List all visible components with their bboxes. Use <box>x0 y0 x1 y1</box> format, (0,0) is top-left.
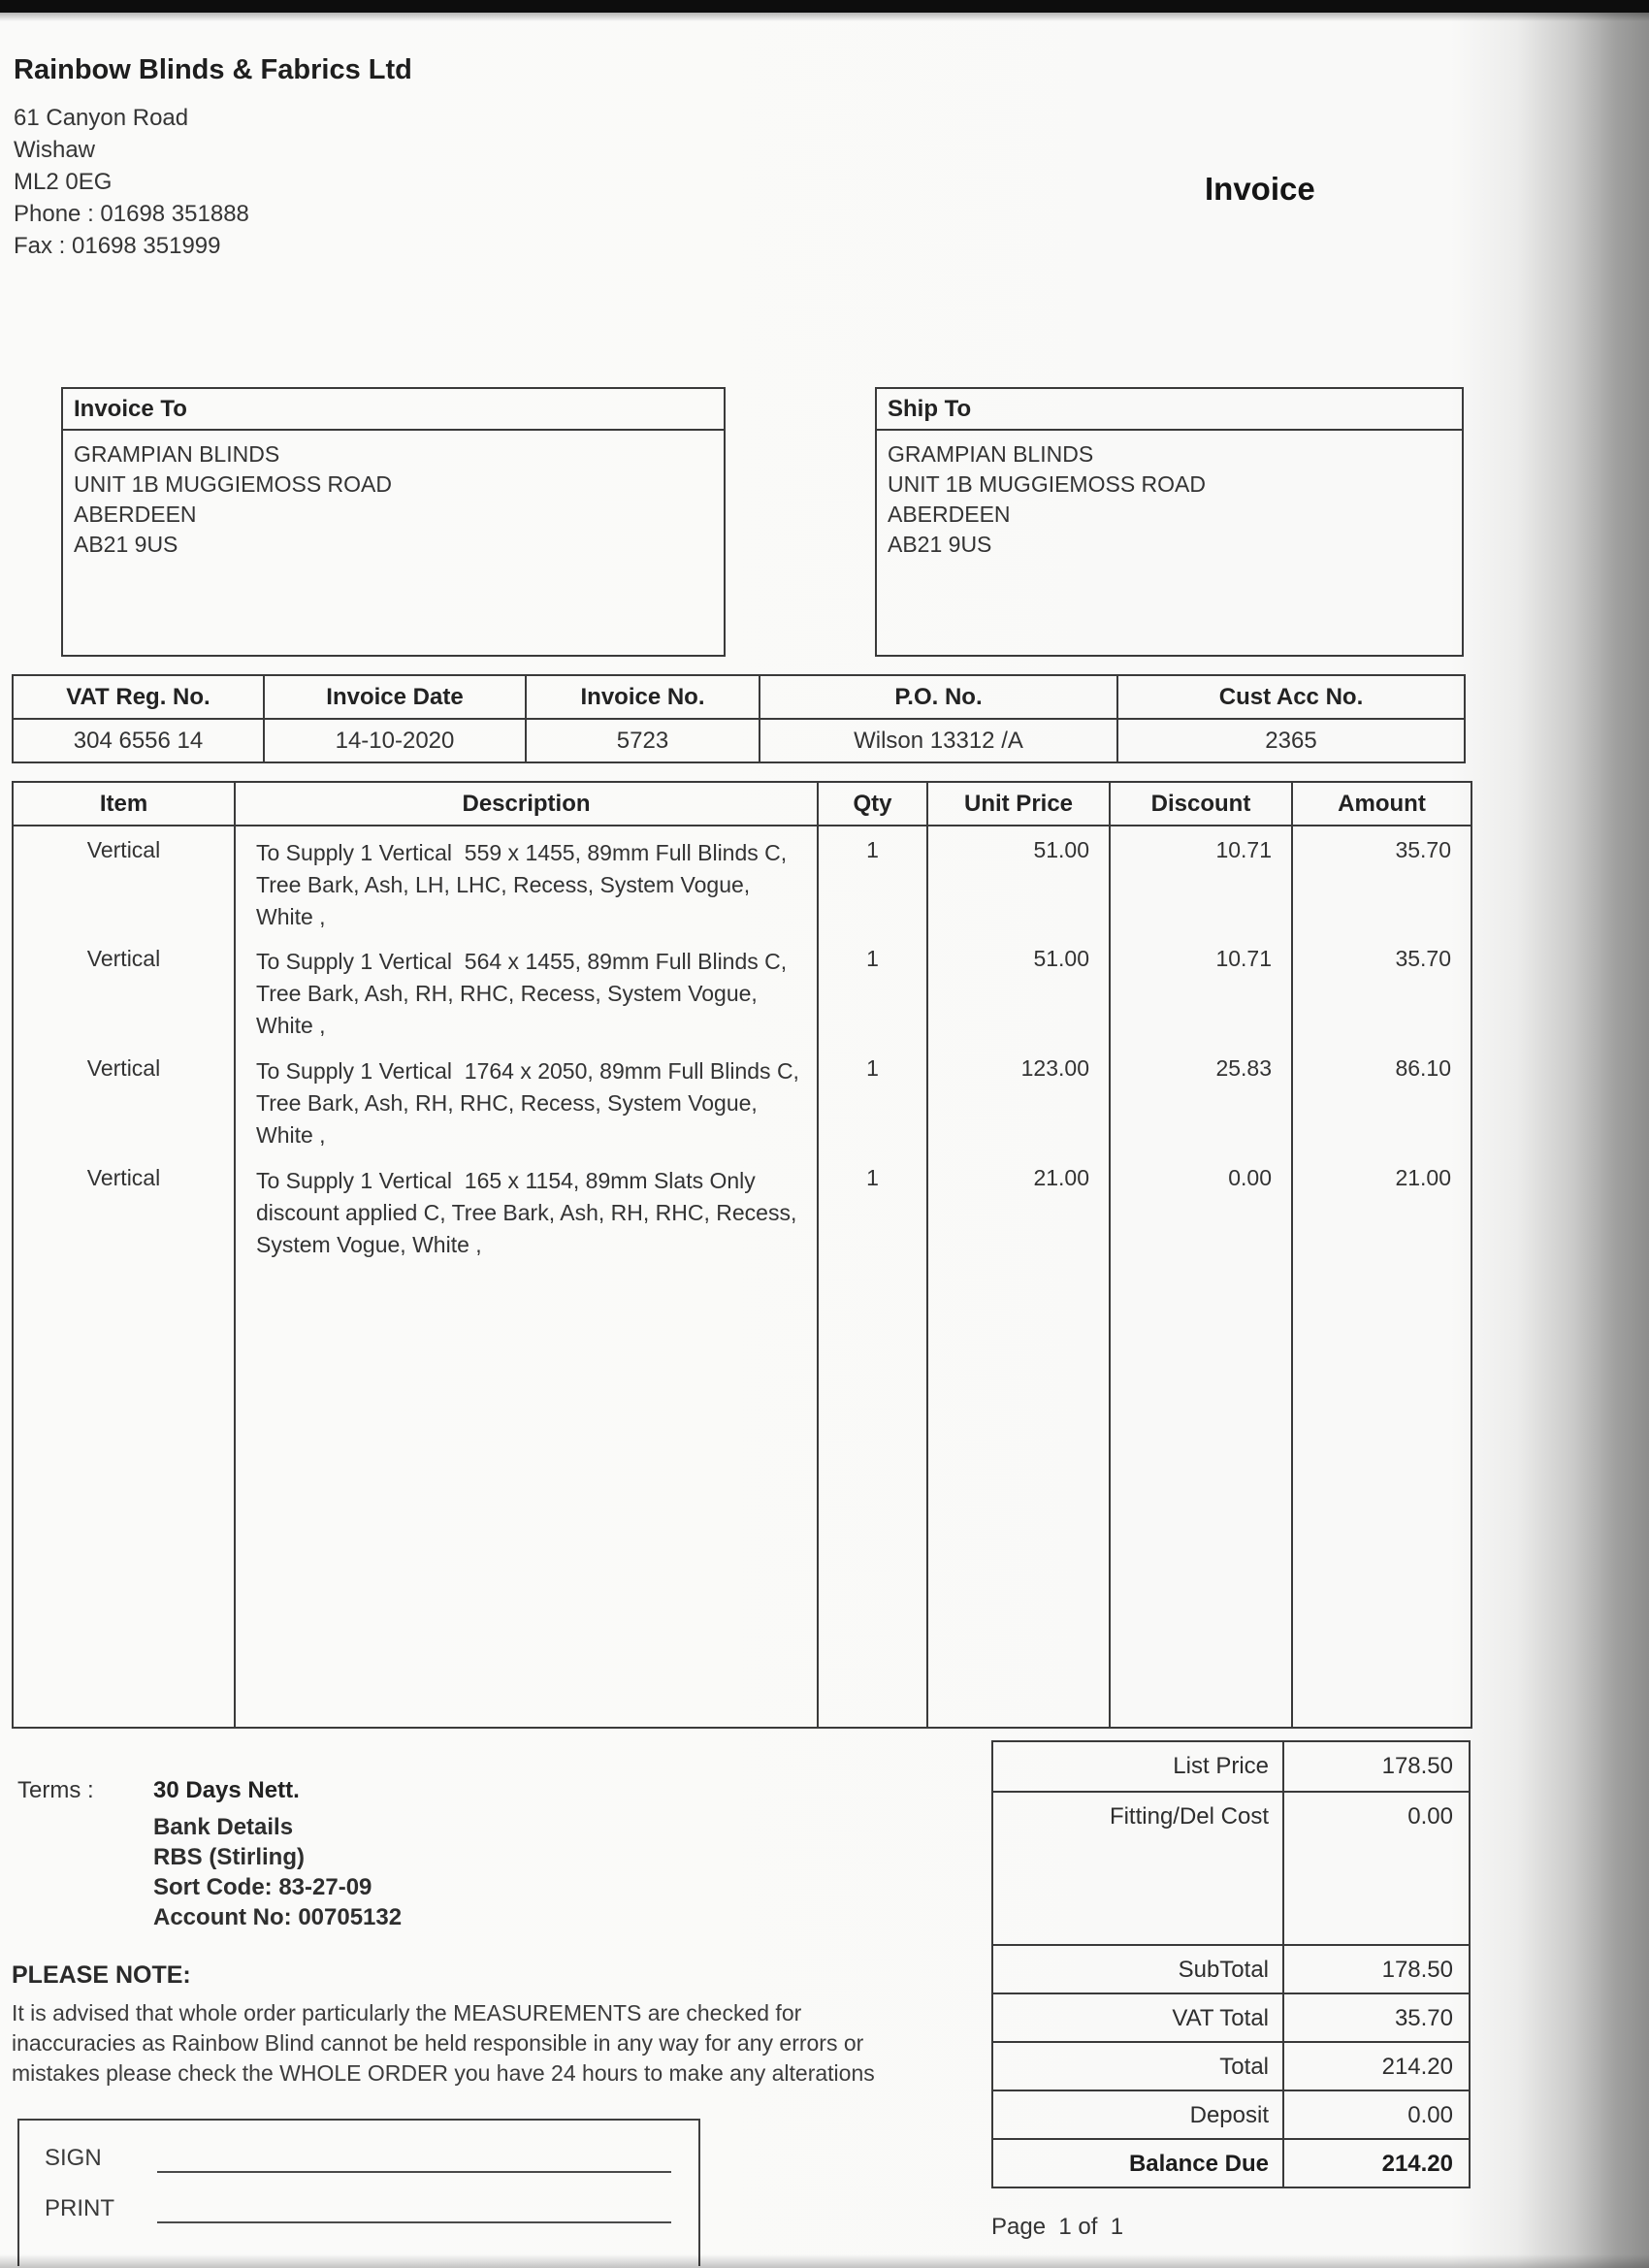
ship-to-label: Ship To <box>877 389 1462 431</box>
totals-box <box>991 1740 1471 2188</box>
totals-label: VAT Total <box>1172 2005 1269 2031</box>
description-cell: To Supply 1 Vertical 1764 x 2050, 89mm Full Blinds C, Tree Bark, Ash, RH, RHC, Recess, System Vogue, White , <box>235 1045 818 1154</box>
qty-cell: 1 <box>818 935 927 1045</box>
filler-cell <box>1110 1264 1292 1728</box>
amount-cell: 86.10 <box>1292 1045 1471 1154</box>
ship-to-address <box>877 431 1462 560</box>
totals-label: SubTotal <box>1178 1957 1269 1983</box>
totals-value: 0.00 <box>1282 1793 1469 1944</box>
invoice-line-row <box>13 1045 1471 1154</box>
page-number: Page 1 of 1 <box>991 2214 1124 2240</box>
invoice-line-row <box>13 826 1471 935</box>
totals-label: Total <box>1219 2054 1269 2080</box>
unit-price-cell: 123.00 <box>927 1045 1110 1154</box>
col-header-unit-price: Unit Price <box>927 782 1110 826</box>
meta-header-po-no: P.O. No. <box>760 675 1117 719</box>
company-header-block <box>14 54 412 262</box>
please-note-title: PLEASE NOTE: <box>12 1961 191 1989</box>
col-header-amount: Amount <box>1292 782 1471 826</box>
print-row <box>45 2194 671 2223</box>
totals-label: List Price <box>1173 1753 1269 1779</box>
terms-label: Terms : <box>17 1777 94 1803</box>
bank-name: RBS (Stirling) <box>153 1844 305 1870</box>
unit-price-cell: 51.00 <box>927 935 1110 1045</box>
discount-cell: 25.83 <box>1110 1045 1292 1154</box>
ship-to-line: ABERDEEN <box>888 502 1011 527</box>
company-address-line: Wishaw <box>14 137 96 163</box>
filler-cell <box>13 1264 235 1728</box>
terms-value: 30 Days Nett. <box>153 1777 300 1803</box>
invoice-to-line: UNIT 1B MUGGIEMOSS ROAD <box>74 471 393 497</box>
totals-value: 35.70 <box>1282 1994 1469 2041</box>
invoice-to-address <box>63 431 724 560</box>
sign-row <box>45 2144 671 2173</box>
company-address-line: ML2 0EG <box>14 169 113 195</box>
bank-details-block <box>153 1812 402 1932</box>
totals-row-vat-total <box>993 1993 1469 2041</box>
meta-header-cust-acc: Cust Acc No. <box>1117 675 1465 719</box>
invoice-line-row <box>13 1154 1471 1264</box>
filler-cell <box>235 1264 818 1728</box>
cust-acc-value: 2365 <box>1117 719 1465 762</box>
company-fax: Fax : 01698 351999 <box>14 233 221 259</box>
totals-row-total <box>993 2041 1469 2090</box>
meta-header-vat-reg: VAT Reg. No. <box>13 675 264 719</box>
amount-cell: 35.70 <box>1292 935 1471 1045</box>
totals-row-subtotal <box>993 1944 1469 1993</box>
discount-cell: 10.71 <box>1110 935 1292 1045</box>
invoice-to-line: GRAMPIAN BLINDS <box>74 441 280 467</box>
invoice-to-box <box>61 387 726 657</box>
invoice-to-line: ABERDEEN <box>74 502 197 527</box>
totals-label: Deposit <box>1189 2102 1269 2128</box>
bank-sort-code: Sort Code: 83-27-09 <box>153 1874 372 1900</box>
item-type-cell: Vertical <box>13 1154 235 1264</box>
totals-value: 214.20 <box>1282 2140 1469 2187</box>
item-type-cell: Vertical <box>13 935 235 1045</box>
bank-details-title: Bank Details <box>153 1814 294 1840</box>
terms-row <box>17 1777 300 1804</box>
totals-value: 178.50 <box>1282 1946 1469 1993</box>
invoice-to-line: AB21 9US <box>74 532 178 557</box>
bank-account-no: Account No: 00705132 <box>153 1904 403 1930</box>
company-address-line: 61 Canyon Road <box>14 105 189 131</box>
totals-row-deposit <box>993 2090 1469 2138</box>
ship-to-line: UNIT 1B MUGGIEMOSS ROAD <box>888 471 1207 497</box>
invoice-to-label: Invoice To <box>63 389 724 431</box>
qty-cell: 1 <box>818 1154 927 1264</box>
invoice-date-value: 14-10-2020 <box>264 719 526 762</box>
please-note-body: It is advised that whole order particularly the MEASUREMENTS are checked for inaccuracies as Rainbow Blind cannot be held responsible in any way for any errors or mistakes please check the WHOLE ORDER you have 24 hours to make any alterations <box>12 2000 875 2086</box>
totals-value: 0.00 <box>1282 2091 1469 2138</box>
description-cell: To Supply 1 Vertical 165 x 1154, 89mm Slats Only discount applied C, Tree Bark, Ash, RH, RHC, Recess, System Vogue, White , <box>235 1154 818 1264</box>
sign-label: SIGN <box>45 2145 102 2171</box>
totals-value: 178.50 <box>1282 1742 1469 1791</box>
totals-row-list-price <box>993 1742 1469 1791</box>
col-header-item: Item <box>13 782 235 826</box>
totals-row-fitting-del-cost <box>993 1791 1469 1944</box>
totals-row-balance-due <box>993 2138 1469 2187</box>
item-type-cell: Vertical <box>13 826 235 935</box>
unit-price-cell: 51.00 <box>927 826 1110 935</box>
description-cell: To Supply 1 Vertical 559 x 1455, 89mm Full Blinds C, Tree Bark, Ash, LH, LHC, Recess, System Vogue, White , <box>235 826 818 935</box>
qty-cell: 1 <box>818 826 927 935</box>
company-name: Rainbow Blinds & Fabrics Ltd <box>14 54 412 85</box>
invoice-meta-table <box>12 674 1466 763</box>
description-cell: To Supply 1 Vertical 564 x 1455, 89mm Full Blinds C, Tree Bark, Ash, RH, RHC, Recess, System Vogue, White , <box>235 935 818 1045</box>
filler-cell <box>1292 1264 1471 1728</box>
items-header-row <box>13 782 1471 826</box>
col-header-description: Description <box>235 782 818 826</box>
vat-reg-value: 304 6556 14 <box>13 719 264 762</box>
company-phone: Phone : 01698 351888 <box>14 201 249 227</box>
col-header-qty: Qty <box>818 782 927 826</box>
item-type-cell: Vertical <box>13 1045 235 1154</box>
meta-header-invoice-no: Invoice No. <box>526 675 760 719</box>
amount-cell: 21.00 <box>1292 1154 1471 1264</box>
meta-value-row <box>13 719 1465 762</box>
line-items-table <box>12 781 1472 1729</box>
amount-cell: 35.70 <box>1292 826 1471 935</box>
print-label: PRINT <box>45 2195 114 2221</box>
meta-header-row <box>13 675 1465 719</box>
scan-artifact-bottom-edge <box>0 2254 1649 2268</box>
scan-artifact-top-edge <box>0 0 1649 13</box>
totals-value: 214.20 <box>1282 2043 1469 2090</box>
unit-price-cell: 21.00 <box>927 1154 1110 1264</box>
document-title: Invoice <box>1205 171 1315 207</box>
ship-to-box <box>875 387 1464 657</box>
sign-signature-line <box>157 2144 671 2173</box>
ship-to-line: AB21 9US <box>888 532 992 557</box>
invoice-no-value: 5723 <box>526 719 760 762</box>
signature-box <box>17 2119 700 2266</box>
meta-header-invoice-date: Invoice Date <box>264 675 526 719</box>
invoice-line-row <box>13 935 1471 1045</box>
ship-to-line: GRAMPIAN BLINDS <box>888 441 1094 467</box>
qty-cell: 1 <box>818 1045 927 1154</box>
col-header-discount: Discount <box>1110 782 1292 826</box>
items-filler-row <box>13 1264 1471 1728</box>
totals-label: Fitting/Del Cost <box>1109 1803 1269 1830</box>
totals-label: Balance Due <box>1128 2151 1269 2177</box>
filler-cell <box>927 1264 1110 1728</box>
discount-cell: 0.00 <box>1110 1154 1292 1264</box>
print-signature-line <box>157 2194 671 2223</box>
filler-cell <box>818 1264 927 1728</box>
po-no-value: Wilson 13312 /A <box>760 719 1117 762</box>
discount-cell: 10.71 <box>1110 826 1292 935</box>
